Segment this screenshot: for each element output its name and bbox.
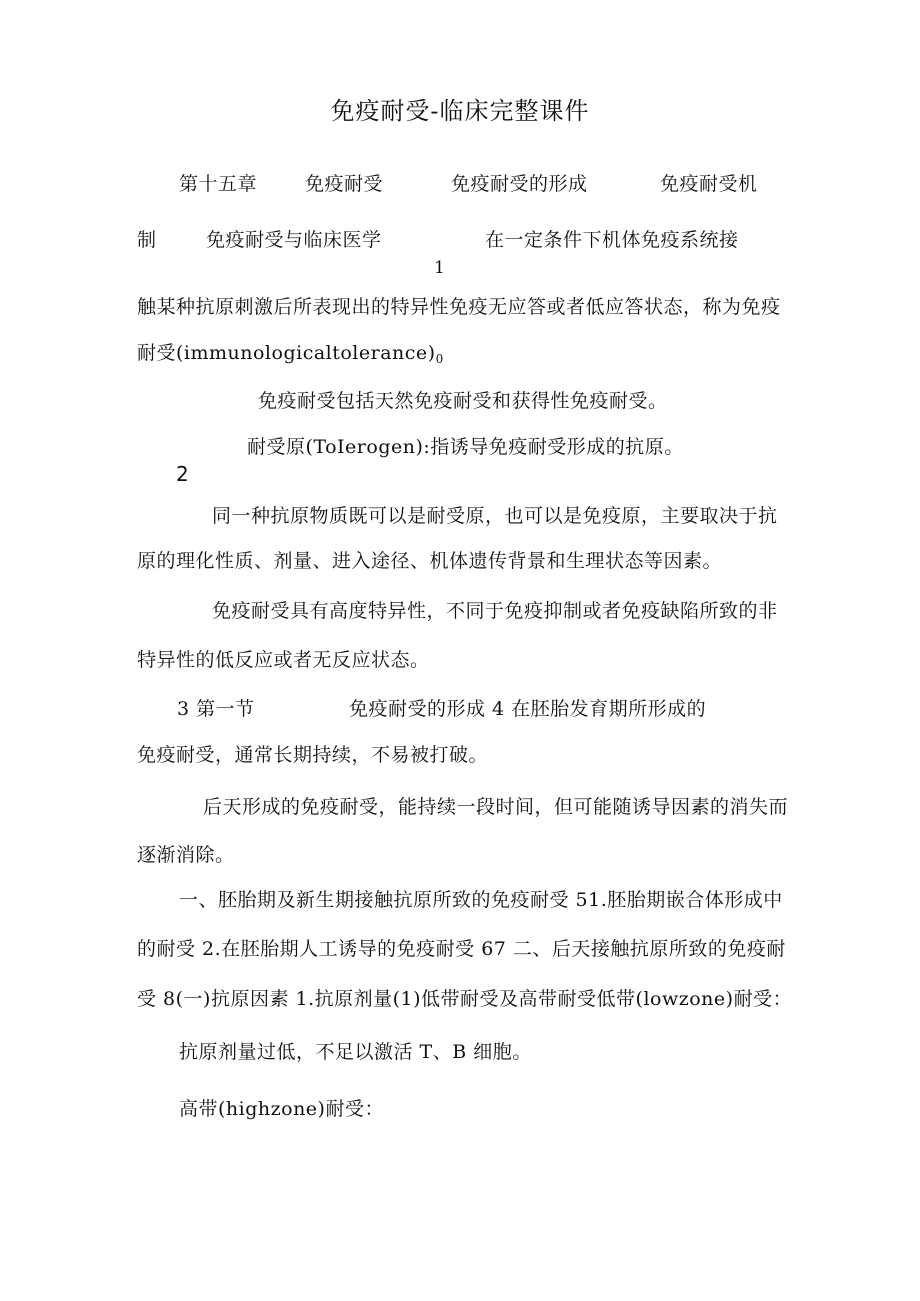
paragraph-line: [137, 341, 444, 371]
paragraph-line: 抗原剂量过低，不足以激活 T、B 细胞。: [179, 1041, 532, 1063]
paragraph-line: 耐受原(ToIerogen):指诱导免疫耐受形成的抗原。: [247, 436, 684, 458]
paragraph-line: 一、胚胎期及新生期接触抗原所致的免疫耐受 51.胚胎期嵌合体形成中: [179, 889, 783, 911]
paragraph-line: 免疫耐受具有高度特异性，不同于免疫抑制或者免疫缺陷所致的非: [212, 600, 778, 622]
paragraph-line: 的耐受 2.在胚胎期人工诱导的免疫耐受 67 二、后天接触抗原所致的免疫耐: [137, 938, 786, 960]
chapter-number: 第十五章: [179, 173, 258, 195]
section-number: 3 第一节: [177, 698, 255, 720]
paragraph-line: 原的理化性质、剂量、进入途径、机体遗传背景和生理状态等因素。: [137, 550, 723, 572]
paragraph-line: 特异性的低反应或者无反应状态。: [137, 649, 430, 671]
paragraph-line: 后天形成的免疫耐受，能持续一段时间，但可能随诱导因素的消失而: [203, 796, 789, 818]
definition-start: 在一定条件下机体免疫系统接: [485, 229, 739, 251]
paragraph-line: 受 8(一)抗原因素 1.抗原剂量(1)低带耐受及高带耐受低带(lowzone)耐受：: [137, 988, 793, 1010]
chapter-title: 免疫耐受: [305, 173, 384, 195]
toc-item-clinical: 免疫耐受与临床医学: [206, 229, 382, 251]
paragraph-line: 逐渐消除。: [137, 844, 235, 866]
toc-item-mechanism-part2: 制: [137, 229, 157, 251]
toc-item-mechanism-part1: 免疫耐受机: [660, 173, 758, 195]
paragraph-line: 免疫耐受，通常长期持续，不易被打破。: [137, 744, 489, 766]
paragraph-text: 耐受(immunologicaltolerance): [137, 342, 436, 364]
paragraph-line: 同一种抗原物质既可以是耐受原，也可以是免疫原，主要取决于抗: [212, 505, 778, 527]
toc-item-formation: 免疫耐受的形成: [451, 173, 588, 195]
slide-number-2: 2: [176, 462, 190, 486]
slide-number-1: 1: [434, 258, 446, 278]
subscript-mark: 0: [435, 352, 444, 366]
section-heading: 免疫耐受的形成 4 在胚胎发育期所形成的: [349, 698, 707, 720]
paragraph-line: 免疫耐受包括天然免疫耐受和获得性免疫耐受。: [258, 390, 668, 412]
paragraph-line: 触某种抗原刺激后所表现出的特异性免疫无应答或者低应答状态，称为免疫: [137, 296, 781, 318]
page-title: 免疫耐受-临床完整课件: [330, 97, 590, 125]
paragraph-line: 高带(highzone)耐受：: [179, 1098, 384, 1120]
